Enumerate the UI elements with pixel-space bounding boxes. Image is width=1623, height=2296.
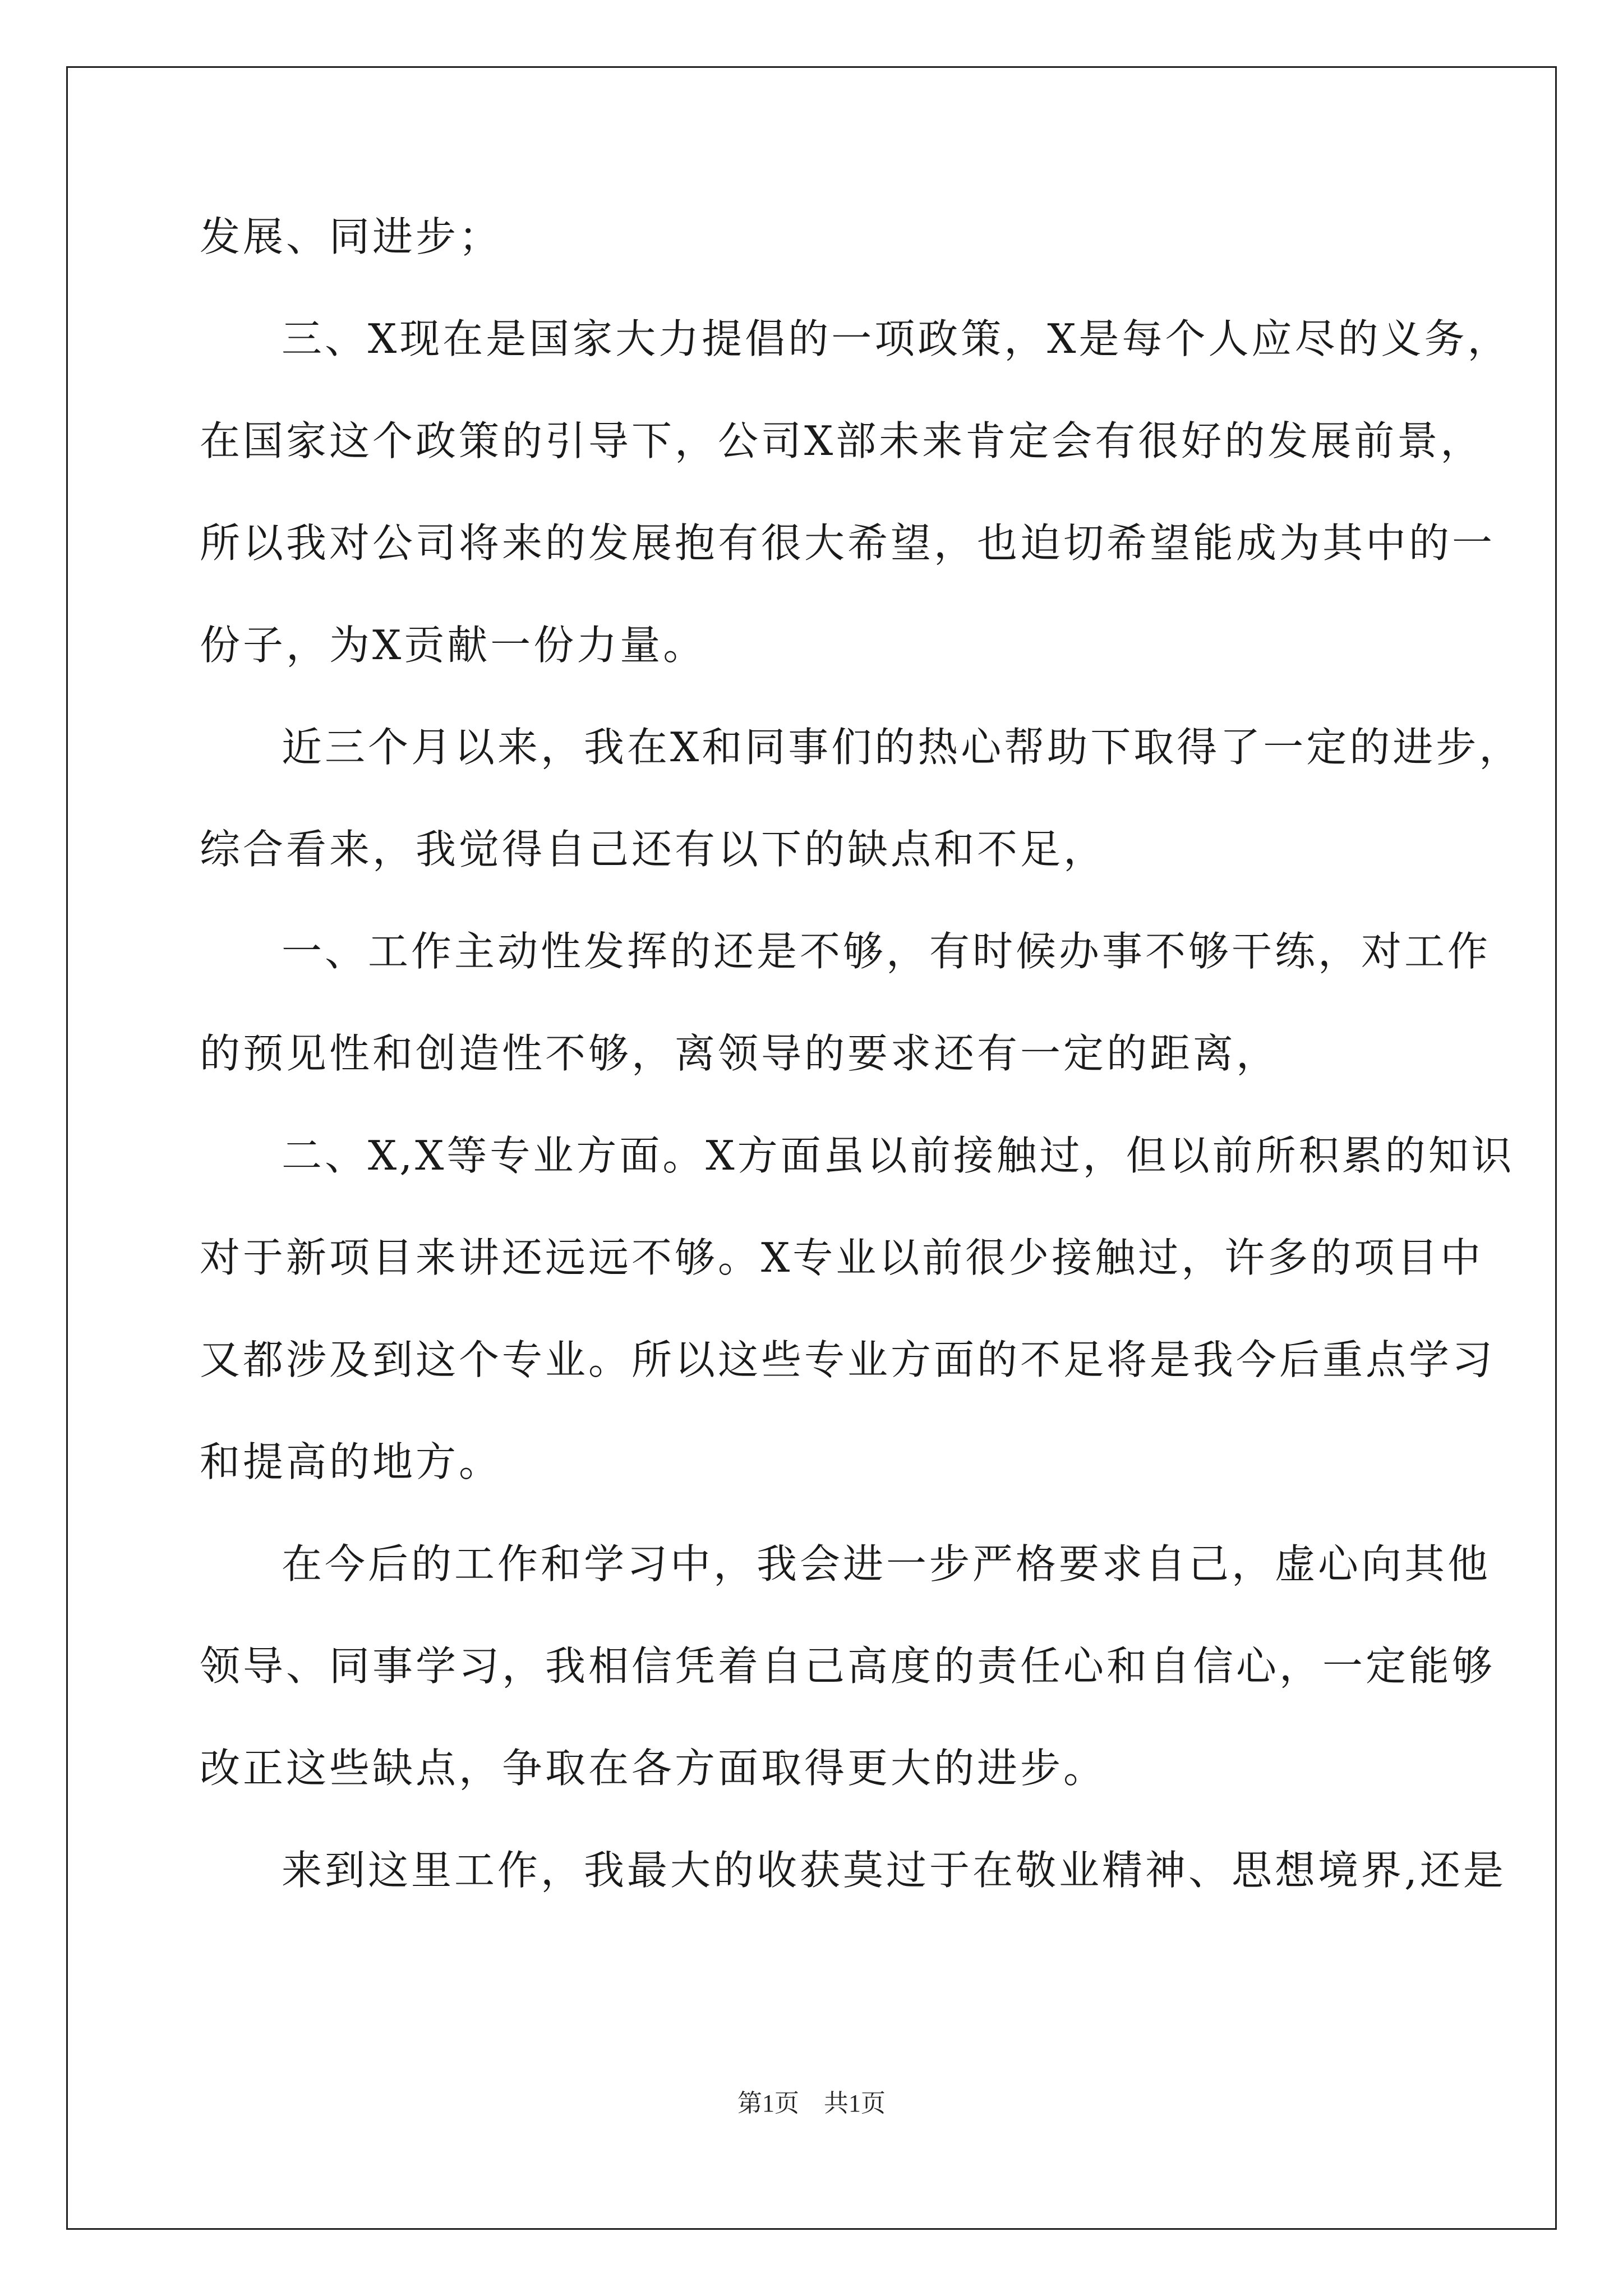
text-line: 的预见性和创造性不够，离领导的要求还有一定的距离，	[200, 1030, 1280, 1077]
text-line: 份子，为X贡献一份力量。	[200, 622, 707, 669]
text-line: 近三个月以来，我在X和同事们的热心帮助下取得了一定的进步，	[282, 724, 1523, 771]
text-line: 发展、同进步；	[200, 213, 502, 260]
text-line: 一、工作主动性发挥的还是不够，有时候办事不够干练，对工作	[282, 928, 1491, 975]
text-line: 在今后的工作和学习中，我会进一步严格要求自己，虚心向其他	[282, 1540, 1491, 1588]
text-line: 和提高的地方。	[200, 1438, 502, 1485]
text-line: 对于新项目来讲还远远不够。X专业以前很少接触过，许多的项目中	[200, 1234, 1484, 1281]
text-line: 又都涉及到这个专业。所以这些专业方面的不足将是我今后重点学习	[200, 1336, 1496, 1383]
text-line: 综合看来，我觉得自己还有以下的缺点和不足，	[200, 826, 1107, 873]
page-number: 第1页 共1页	[737, 2090, 886, 2117]
text-line: 在国家这个政策的引导下，公司X部未来肯定会有很好的发展前景，	[200, 417, 1484, 464]
text-line: 领导、同事学习，我相信凭着自己高度的责任心和自信心，一定能够	[200, 1642, 1496, 1690]
text-line: 三、X现在是国家大力提倡的一项政策，X是每个人应尽的义务，	[282, 315, 1511, 362]
text-line: 改正这些缺点，争取在各方面取得更大的进步。	[200, 1745, 1107, 1792]
text-line: 来到这里工作，我最大的收获莫过于在敬业精神、思想境界,还是	[282, 1847, 1506, 1894]
text-line: 所以我对公司将来的发展抱有很大希望，也迫切希望能成为其中的一	[200, 519, 1496, 567]
text-line: 二、X,X等专业方面。X方面虽以前接触过，但以前所积累的知识	[282, 1132, 1515, 1179]
